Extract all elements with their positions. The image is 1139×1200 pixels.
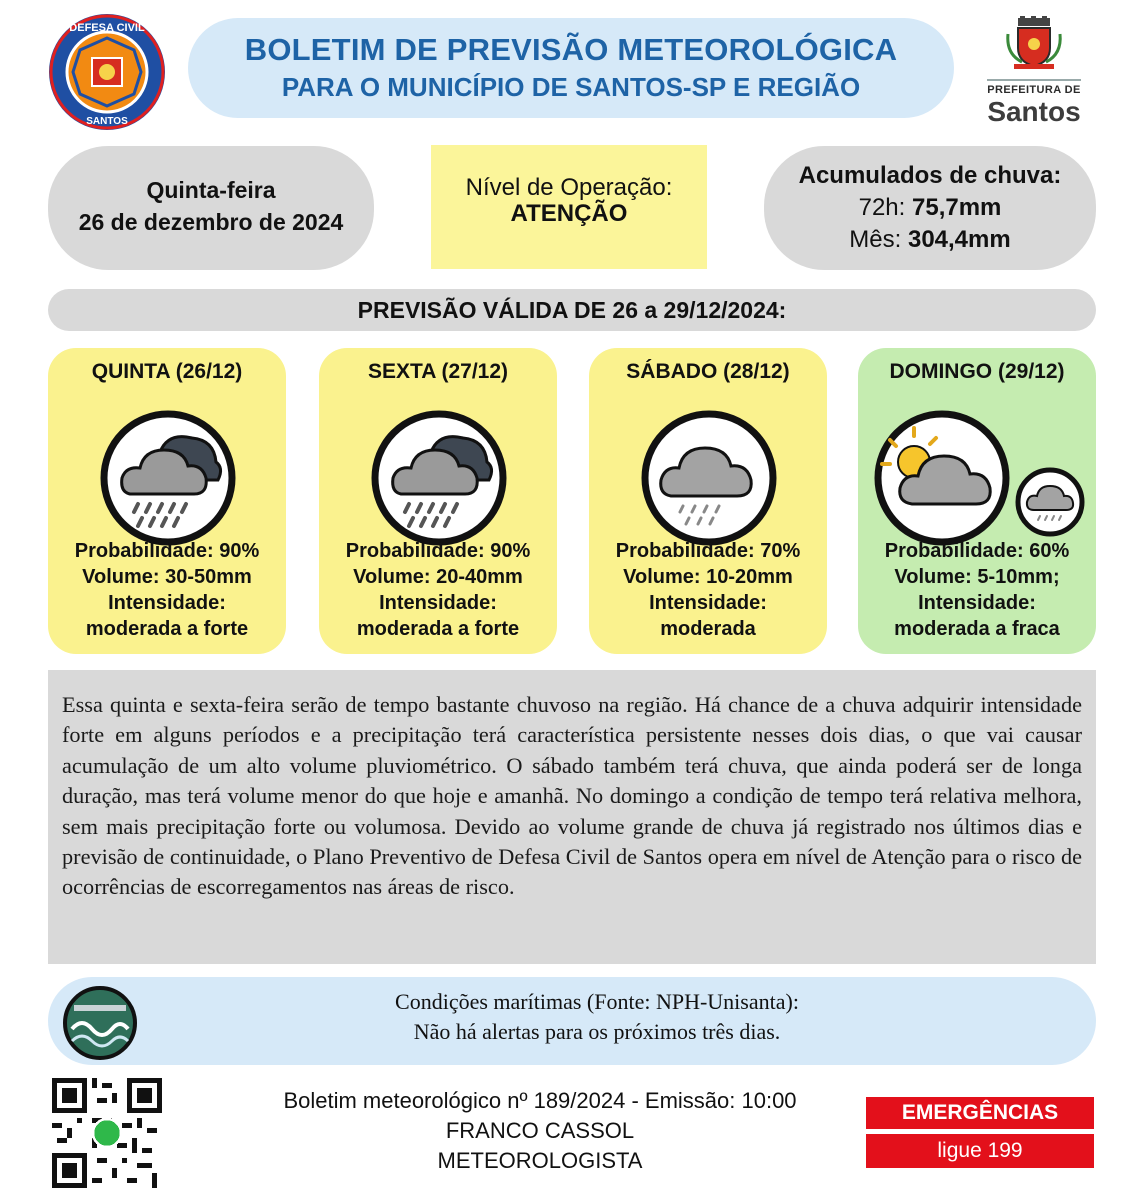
- bulletin-title: [188, 18, 954, 118]
- heavy-rain-cloud-icon: [98, 408, 238, 548]
- day-card-friday: [319, 348, 557, 654]
- emergency-phone[interactable]: ligue 199: [866, 1134, 1094, 1168]
- probability: Probabilidade: 90%: [74, 540, 260, 562]
- maritime-text: [198, 987, 996, 1047]
- day-name: DOMINGO (29/12): [889, 360, 1065, 383]
- wave-icon: [62, 985, 138, 1061]
- probability: Probabilidade: 90%: [345, 540, 531, 562]
- prefeitura-santos-logo: [972, 16, 1096, 132]
- svg-text:DEFESA CIVIL: DEFESA CIVIL: [69, 22, 145, 34]
- light-rain-cloud-icon: [1014, 466, 1086, 538]
- forecast-description: Essa quinta e sexta-feira serão de tempo bastante chuvoso na região. Há chance de a chuva adquirir intensidade forte em alguns períodos e a precipitação terá característica persistente nesses dois dias, o que vai causar acumulação de um alto volume pluviométrico. O sábado também terá chuva, que ainda poderá ser de longa duração, mas terá volume menor do que hoje e amanhã. No domingo a condição de tempo terá relativa melhora, sem mais precipitação forte ou volumosa. Devido ao volume grande de chuva já registrado nos últimos dias e previsão de continuidade, o Plano Preventivo de Defesa Civil de Santos opera em nível de Atenção para o risco de ocorrências de escorregamentos nas áreas de risco.: [48, 670, 1096, 964]
- day-details: [48, 538, 286, 642]
- day-name: SEXTA (27/12): [367, 360, 509, 383]
- intensity: moderada a forte: [356, 618, 520, 640]
- intensity-label: Intensidade:: [649, 592, 767, 614]
- meteorologist-role: METEOROLOGISTA: [437, 1148, 643, 1173]
- sun-cloud-icon: [872, 408, 1012, 548]
- title-line-2: PARA O MUNICÍPIO DE SANTOS-SP E REGIÃO: [281, 72, 861, 102]
- coat-of-arms-icon: [1004, 16, 1064, 70]
- volume: Volume: 20-40mm: [353, 566, 523, 588]
- date-panel: [48, 146, 374, 270]
- city-name: Santos: [987, 96, 1081, 127]
- prefeitura-label: PREFEITURA DE: [987, 79, 1080, 96]
- bulletin-number: Boletim meteorológico nº 189/2024 - Emissão: 10:00: [283, 1088, 797, 1113]
- intensity: moderada a fraca: [894, 618, 1060, 640]
- rain-accumulation-panel: [764, 146, 1096, 270]
- day-name: SÁBADO (28/12): [626, 360, 790, 383]
- emergency-title: EMERGÊNCIAS: [866, 1097, 1094, 1129]
- rain-72h-label: 72h:: [858, 194, 906, 221]
- level-label: Nível de Operação:: [465, 174, 673, 201]
- svg-text:SANTOS: SANTOS: [86, 116, 128, 127]
- day-details: [589, 538, 827, 642]
- volume: Volume: 10-20mm: [623, 566, 793, 588]
- volume: Volume: 30-50mm: [82, 566, 252, 588]
- day-name: QUINTA (26/12): [91, 360, 243, 383]
- maritime-source: Condições marítimas (Fonte: NPH-Unisanta):: [395, 989, 799, 1014]
- day-card-sunday: [858, 348, 1096, 654]
- heavy-rain-cloud-icon: [369, 408, 509, 548]
- rain-title: Acumulados de chuva:: [798, 162, 1062, 189]
- forecast-validity: PREVISÃO VÁLIDA DE 26 a 29/12/2024:: [48, 289, 1096, 331]
- intensity-label: Intensidade:: [918, 592, 1036, 614]
- emergency-box: [866, 1097, 1094, 1168]
- title-line-1: BOLETIM DE PREVISÃO METEOROLÓGICA: [244, 32, 898, 67]
- rain-72h: [764, 192, 1096, 224]
- intensity-label: Intensidade:: [379, 592, 497, 614]
- intensity: moderada a forte: [85, 618, 249, 640]
- intensity: moderada: [660, 618, 756, 640]
- day-details: [858, 538, 1096, 642]
- defesa-civil-logo: [46, 12, 168, 132]
- maritime-conditions: [48, 977, 1096, 1065]
- rain-month-label: Mês:: [849, 226, 902, 253]
- maritime-alert: Não há alertas para os próximos três dias.: [413, 1019, 781, 1044]
- rain-month-value: 304,4mm: [907, 226, 1011, 253]
- operation-level-panel: [431, 145, 707, 269]
- probability: Probabilidade: 60%: [884, 540, 1070, 562]
- volume: Volume: 5-10mm;: [894, 566, 1060, 588]
- intensity-label: Intensidade:: [108, 592, 226, 614]
- day-details: [319, 538, 557, 642]
- weekday: Quinta-feira: [146, 177, 276, 203]
- qr-code[interactable]: [52, 1078, 162, 1188]
- rain-cloud-icon: [639, 408, 779, 548]
- day-card-saturday: [589, 348, 827, 654]
- rain-month: [764, 224, 1096, 256]
- meteorologist-name: FRANCO CASSOL: [445, 1118, 635, 1143]
- probability: Probabilidade: 70%: [615, 540, 801, 562]
- rain-72h-value: 75,7mm: [912, 194, 1002, 221]
- level-value: ATENÇÃO: [510, 200, 628, 227]
- bulletin-footer: [230, 1086, 850, 1176]
- full-date: 26 de dezembro de 2024: [78, 209, 344, 235]
- day-card-thursday: [48, 348, 286, 654]
